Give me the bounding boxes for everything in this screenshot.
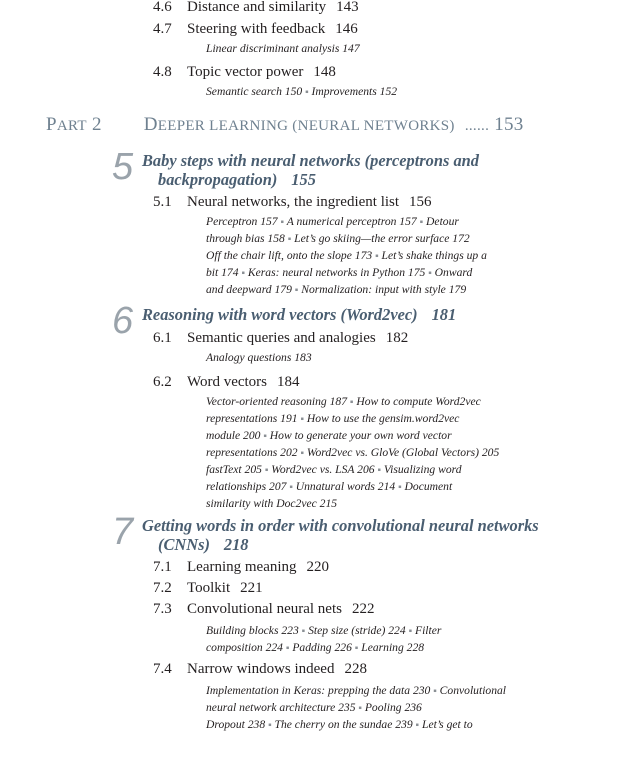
- bullet-separator: ▪: [300, 448, 305, 459]
- bullet-separator: ▪: [408, 626, 413, 637]
- toc-section-7-2: [153, 579, 263, 597]
- subsection-line: Building blocks 223 ▪ Step size (stride) 224 ▪ Filter: [206, 624, 442, 637]
- bullet-separator: ▪: [377, 465, 381, 476]
- subsection-line: similarity with Doc2vec 215: [206, 497, 338, 510]
- section-number: 6.1: [153, 330, 172, 346]
- section-title: Toolkit: [187, 580, 231, 596]
- bullet-separator: ▪: [287, 234, 292, 245]
- bullet-separator: ▪: [354, 643, 359, 654]
- part-title: DEEPER LEARNING (NEURAL NETWORKS): [143, 114, 455, 135]
- chapter-number: 6: [112, 300, 134, 342]
- part-label: PART 2: [46, 114, 102, 135]
- page-number: 184: [277, 374, 300, 390]
- bullet-separator: ▪: [294, 285, 299, 296]
- subsection-line: neural network architecture 235 ▪ Pooling 236: [206, 701, 422, 714]
- subsection-list: [206, 623, 441, 657]
- toc-section-4-8: [153, 63, 336, 81]
- chapter-number: 5: [112, 146, 134, 188]
- subsection-line: through bias 158 ▪ Let’s go skiing—the error surface 172: [206, 232, 470, 245]
- bullet-separator: ▪: [419, 217, 424, 228]
- subsection-line: Analogy questions 183: [206, 351, 312, 364]
- bullet-separator: ▪: [264, 465, 269, 476]
- chapter-number: 7: [112, 511, 134, 553]
- chapter-page-number: 218: [223, 535, 249, 554]
- subsection-list: [206, 214, 487, 299]
- toc-section-4-7: [153, 20, 358, 38]
- bullet-separator: ▪: [375, 251, 379, 262]
- bullet-separator: ▪: [300, 414, 305, 425]
- section-title: Convolutional neural nets: [187, 601, 342, 617]
- section-number: 7.4: [153, 661, 172, 677]
- bullet-separator: ▪: [305, 87, 309, 98]
- bullet-separator: ▪: [398, 482, 402, 493]
- bullet-separator: ▪: [433, 686, 437, 697]
- chapter-title: Reasoning with word vectors (Word2vec) 181: [142, 305, 457, 324]
- section-number: 5.1: [153, 194, 172, 210]
- chapter-title: Baby steps with neural networks (perceptrons and: [142, 151, 479, 170]
- toc-section-7-4: [153, 660, 367, 678]
- subsection-line: bit 174 ▪ Keras: neural networks in Python 175 ▪ Onward: [206, 266, 473, 279]
- bullet-separator: ▪: [289, 482, 293, 493]
- chapter-title-cont: backpropagation) 155: [158, 170, 316, 189]
- section-number: 4.7: [153, 21, 172, 37]
- bullet-separator: ▪: [241, 268, 245, 279]
- subsection-line: Implementation in Keras: prepping the data 230 ▪ Convolutional: [206, 684, 507, 697]
- toc-section-5-1: [153, 193, 432, 211]
- subsection-line: module 200 ▪ How to generate your own word vector: [206, 429, 452, 442]
- section-title: Semantic queries and analogies: [187, 330, 376, 346]
- part-heading: [46, 114, 606, 136]
- section-number: 4.8: [153, 64, 172, 80]
- page-number: 148: [313, 64, 336, 80]
- section-title: Topic vector power: [187, 64, 304, 80]
- section-number: 7.2: [153, 580, 172, 596]
- subsection-list: [206, 683, 506, 734]
- subsection-list: [206, 84, 397, 101]
- bullet-separator: ▪: [428, 268, 432, 279]
- chapter-title: Getting words in order with convolutional neural networks: [142, 516, 539, 535]
- bullet-separator: ▪: [263, 431, 267, 442]
- page-number: 146: [335, 21, 358, 37]
- bullet-separator: ▪: [358, 703, 362, 714]
- section-title: Steering with feedback: [187, 21, 326, 37]
- toc-section-7-3: [153, 600, 374, 618]
- subsection-line: Perceptron 157 ▪ A numerical perceptron 157 ▪ Detour: [206, 215, 459, 228]
- page-number: 220: [306, 559, 330, 575]
- subsection-line: representations 191 ▪ How to use the gensim.word2vec: [206, 412, 460, 425]
- subsection-line: Semantic search 150 ▪ Improvements 152: [206, 85, 398, 98]
- bullet-separator: ▪: [285, 643, 290, 654]
- toc-section-6-2: [153, 373, 300, 391]
- bullet-separator: ▪: [280, 217, 285, 228]
- part-page-number: 153: [494, 114, 524, 135]
- subsection-list: [206, 350, 312, 366]
- part-leader-dots: ......: [464, 118, 490, 134]
- section-title: Word vectors: [187, 374, 268, 390]
- subsection-line: Vector-oriented reasoning 187 ▪ How to compute Word2vec: [206, 395, 481, 408]
- subsection-line: relationships 207 ▪ Unnatural words 214 ▪ Document: [206, 480, 453, 493]
- section-number: 4.6: [153, 0, 172, 15]
- section-title: Narrow windows indeed: [187, 661, 335, 677]
- page-number: 143: [336, 0, 359, 15]
- subsection-line: composition 224 ▪ Padding 226 ▪ Learning 228: [206, 641, 425, 654]
- bullet-separator: ▪: [415, 720, 420, 731]
- page-number: 182: [385, 330, 409, 346]
- section-title: Distance and similarity: [187, 0, 327, 15]
- subsection-line: and deepward 179 ▪ Normalization: input with style 179: [206, 283, 467, 296]
- toc-section-6-1: [153, 329, 408, 347]
- section-number: 6.2: [153, 374, 172, 390]
- toc-section-4-6: [153, 0, 359, 16]
- chapter-page-number: 155: [291, 170, 316, 189]
- chapter-page-number: 181: [431, 305, 457, 324]
- page-number: 228: [344, 661, 367, 677]
- subsection-line: representations 202 ▪ Word2vec vs. GloVe (Global Vectors) 205: [206, 446, 500, 459]
- section-title: Neural networks, the ingredient list: [187, 194, 400, 210]
- section-number: 7.3: [153, 601, 172, 617]
- bullet-separator: ▪: [268, 720, 272, 731]
- section-title: Learning meaning: [187, 559, 297, 575]
- page-number: 222: [351, 601, 375, 617]
- chapter-title-cont: (CNNs) 218: [158, 535, 249, 554]
- subsection-list: [206, 41, 360, 57]
- subsection-line: fastText 205 ▪ Word2vec vs. LSA 206 ▪ Visualizing word: [206, 463, 462, 476]
- page-number: 221: [240, 580, 263, 596]
- toc-section-7-1: [153, 558, 329, 576]
- page-number: 156: [409, 194, 432, 210]
- section-number: 7.1: [153, 559, 172, 575]
- bullet-separator: ▪: [301, 626, 306, 637]
- subsection-line: Linear discriminant analysis 147: [206, 42, 360, 55]
- subsection-line: Dropout 238 ▪ The cherry on the sundae 239 ▪ Let’s get to: [206, 718, 473, 731]
- bullet-separator: ▪: [349, 397, 354, 408]
- subsection-line: Off the chair lift, onto the slope 173 ▪ Let’s shake things up a: [206, 249, 487, 262]
- subsection-list: [206, 394, 499, 512]
